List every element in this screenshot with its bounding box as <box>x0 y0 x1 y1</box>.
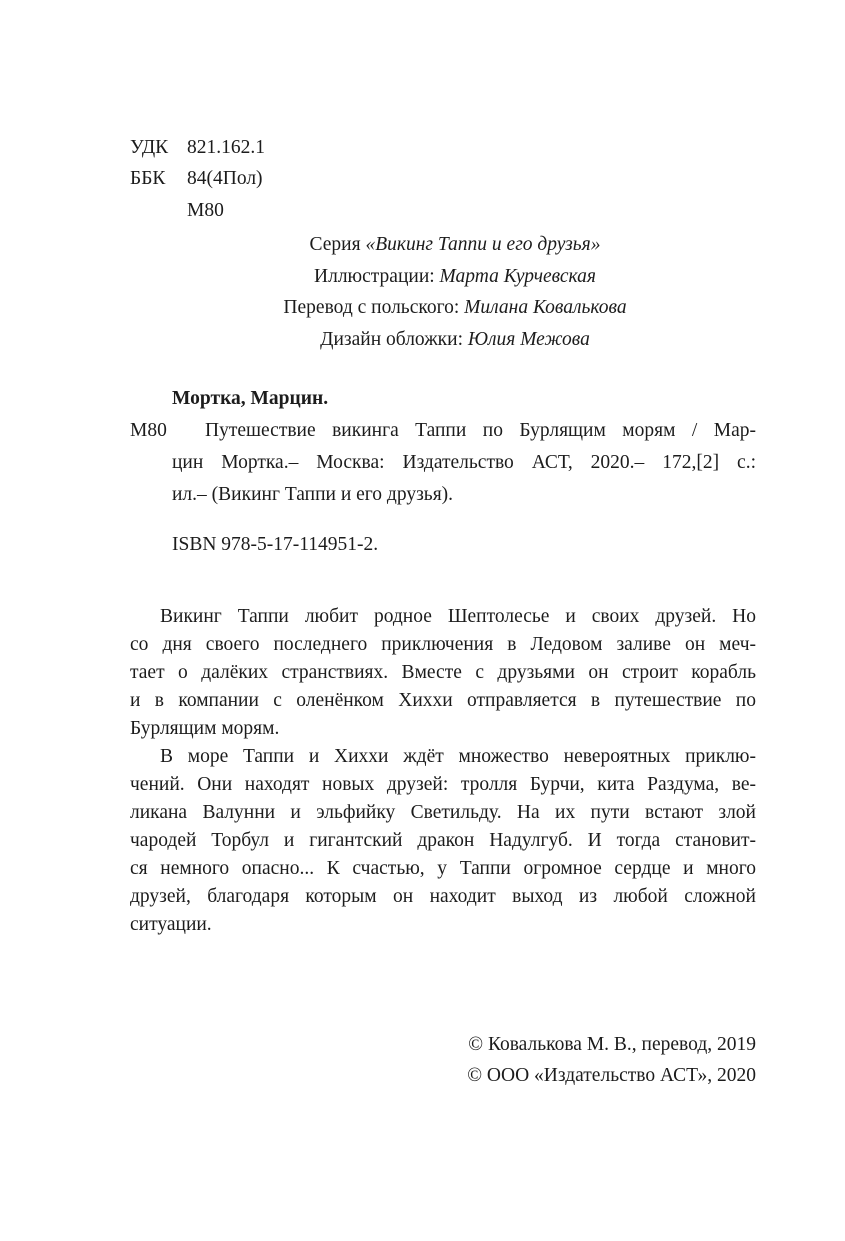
catalog-mark: М80 <box>130 420 167 441</box>
credit-label: Иллюстрации: <box>314 266 440 287</box>
copyright-publisher: © ООО «Издательство АСТ», 2020 <box>467 1065 756 1086</box>
annotation-line: Бурлящим морям. <box>130 718 280 739</box>
annotation-line: и в компании с оленёнком Хихxи отправляется в путешествие по <box>130 690 756 711</box>
annotation-line: В море Таппи и Хихxи ждёт множество невероятных приклю- <box>160 746 756 767</box>
credit-translation <box>200 293 710 323</box>
annotation-line: Викинг Таппи любит родное Шептолесье и своих друзей. Но <box>160 606 756 627</box>
credit-value: Марта Курчевская <box>439 266 596 287</box>
credit-value: Милана Ковалькова <box>464 297 627 318</box>
credit-cover-design <box>200 325 710 355</box>
annotation-line: чений. Они находят новых друзей: тролля Бурчи, кита Раздума, ве- <box>130 774 756 795</box>
isbn: ISBN 978-5-17-114951-2. <box>172 534 379 555</box>
annotation-line: ся немного опасно... К счастью, у Таппи огромное сердце и много <box>130 858 756 879</box>
catalog-line: цин Мортка.– Москва: Издательство АСТ, 2020.– 172,[2] с.: <box>172 452 756 473</box>
annotation-line: со дня своего последнего приключения в Ледовом заливе он меч- <box>130 634 756 655</box>
credit-value: Юлия Межова <box>467 329 590 350</box>
annotation-line: тает о далёких странствиях. Вместе с друзьями он строит корабль <box>130 662 756 683</box>
credit-label: Серия <box>309 234 366 255</box>
annotation-line: ликана Валунни и эльфийку Светильду. На их пути встают злой <box>130 802 756 823</box>
udk-value: 821.162.1 <box>187 137 265 158</box>
credit-label: Дизайн обложки: <box>320 329 468 350</box>
copyright-translation: © Ковалькова М. В., перевод, 2019 <box>468 1034 756 1055</box>
annotation-line: друзей, благодаря которым он находит выход из любой сложной <box>130 886 756 907</box>
catalog-line: ил.– (Викинг Таппи и его друзья). <box>172 484 454 505</box>
bbk-label: ББК <box>130 168 166 189</box>
udk-label: УДК <box>130 137 169 158</box>
annotation-line: чародей Торбул и гигантский дракон Надулгуб. И тогда становит- <box>130 830 756 851</box>
bbk-value: 84(4Пол) <box>187 168 263 189</box>
catalog-line: Путешествие викинга Таппи по Бурлящим морям / Мар- <box>205 420 756 441</box>
annotation-line: ситуации. <box>130 914 212 935</box>
credit-value: «Викинг Таппи и его друзья» <box>365 234 601 255</box>
credit-label: Перевод с польского: <box>283 297 465 318</box>
credit-series <box>200 230 710 260</box>
credit-illustrations <box>200 262 710 292</box>
catalog-author: Мортка, Марцин. <box>172 388 329 409</box>
author-mark: М80 <box>187 200 224 221</box>
